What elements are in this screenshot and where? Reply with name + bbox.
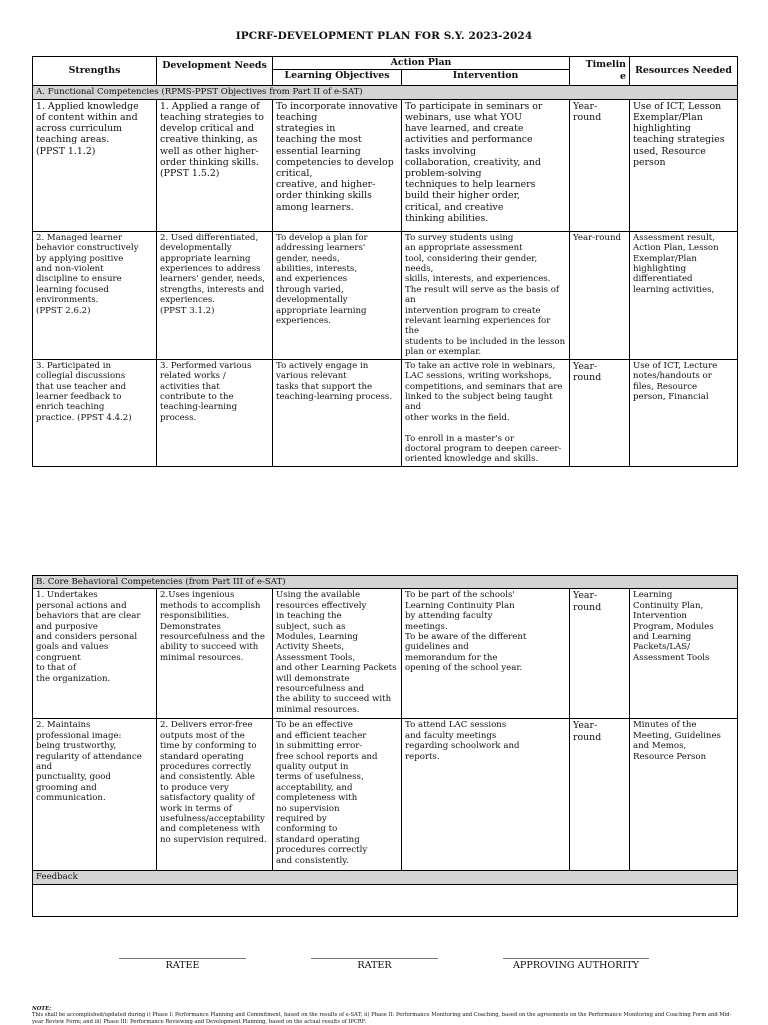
table-row	[33, 359, 738, 466]
approving-authority-signature-line	[503, 958, 649, 959]
development-plan-table-functional	[32, 56, 738, 467]
intervention-cell: To attend LAC sessions and faculty meetings regarding schoolwork and reports.	[402, 719, 570, 871]
timeline-cell: Year- round	[570, 99, 630, 231]
header-action-plan: Action Plan	[273, 57, 570, 70]
header-learning-objectives: Learning Objectives	[273, 70, 402, 86]
strength-cell: 2. Maintains professional image: being trustworthy, regularity of attendance and punctuality, good grooming and communication.	[33, 719, 157, 871]
header-development-needs: Development Needs	[157, 57, 273, 86]
section-heading-functional: A. Functional Competencies (RPMS-PPST Objectives from Part II of e-SAT)	[33, 86, 738, 99]
timeline-cell: Year- round	[570, 359, 630, 466]
intervention-cell: To participate in seminars or webinars, use what YOU have learned, and create activities and performance tasks involving collaboration, creativity, and problem-solving techniques to help learners build their higher order, critical, and creative thinking abilities.	[402, 99, 570, 231]
strength-cell: 3. Participated in collegial discussions that use teacher and learner feedback to enrich teaching practice. (PPST 4.4.2)	[33, 359, 157, 466]
development-need-cell: 2. Used differentiated, developmentally appropriate learning experiences to address learners' gender, needs, strengths, interests and experiences. (PPST 3.1.2)	[157, 231, 273, 359]
ratee-label: RATEE	[165, 960, 200, 971]
development-plan-table-core	[32, 575, 738, 917]
learning-objective-cell: Using the available resources effectively in teaching the subject, such as Modules, Learning Activity Sheets, Assessment Tools, and other Learning Packets will demonstrate resourcefulness and the ability to succeed with minimal resources.	[273, 589, 402, 719]
note-text: This shall be accomplished/updated during i) Phase I: Performance Planning and Commitment, based on the results of e-SAT; ii) Phase II: Performance Monitoring and Coaching, based on the agreements on the Performance Monitoring and Coaching Form and Mid-year Review Form; and iii) Phase III: Performance Reviewing and Development Planning, based on the actual results of IPCRF.	[32, 1012, 732, 1025]
resources-cell: Minutes of the Meeting, Guidelines and Memos, Resource Person	[630, 719, 738, 871]
learning-objective-cell: To actively engage in various relevant tasks that support the teaching-learning process.	[273, 359, 402, 466]
rater-signature-line	[311, 958, 438, 959]
feedback-field[interactable]	[33, 884, 738, 916]
page-title: IPCRF-DEVELOPMENT PLAN FOR S.Y. 2023-2024	[235, 30, 533, 42]
note-label: NOTE:	[32, 1006, 51, 1012]
resources-cell: Use of ICT, Lesson Exemplar/Plan highlighting teaching strategies used, Resource person	[630, 99, 738, 231]
learning-objective-cell: To be an effective and efficient teacher in submitting error- free school reports and quality output in terms of usefulness, acceptability, and completeness with no supervision required by conforming to standard operating procedures correctly and consistently.	[273, 719, 402, 871]
resources-cell: Assessment result, Action Plan, Lesson Exemplar/Plan highlighting differentiated learning activities,	[630, 231, 738, 359]
intervention-cell: To survey students using an appropriate assessment tool, considering their gender, needs, skills, interests, and experiences. The result will serve as the basis of an intervention program to create relevant learning experiences for the students to be included in the lesson plan or exemplar.	[402, 231, 570, 359]
learning-objective-cell: To develop a plan for addressing learners' gender, needs, abilities, interests, and experiences through varied, developmentally appropriate learning experiences.	[273, 231, 402, 359]
development-need-cell: 3. Performed various related works / activities that contribute to the teaching-learning process.	[157, 359, 273, 466]
ratee-signature-line	[119, 958, 246, 959]
strength-cell: 1. Applied knowledge of content within and across curriculum teaching areas. (PPST 1.1.2)	[33, 99, 157, 231]
resources-cell: Learning Continuity Plan, Intervention Program, Modules and Learning Packets/LAS/ Assessment Tools	[630, 589, 738, 719]
table-row	[33, 719, 738, 871]
intervention-cell: To take an active role in webinars, LAC sessions, writing workshops, competitions, and seminars that are linked to the subject being taught and other works in the field. To enroll in a master's or doctoral program to deepen career- oriented knowledge and skills.	[402, 359, 570, 466]
timeline-cell: Year- round	[570, 719, 630, 871]
learning-objective-cell: To incorporate innovative teaching strategies in teaching the most essential learning competencies to develop critical, creative, and higher- order thinking skills among learners.	[273, 99, 402, 231]
resources-cell: Use of ICT, Lecture notes/handouts or files, Resource person, Financial	[630, 359, 738, 466]
feedback-heading: Feedback	[33, 871, 738, 884]
development-need-cell: 1. Applied a range of teaching strategies to develop critical and creative thinking, as well as other higher- order thinking skills. (PPST 1.5.2)	[157, 99, 273, 231]
intervention-cell: To be part of the schools' Learning Continuity Plan by attending faculty meetings. To be aware of the different guidelines and memorandum for the opening of the school year.	[402, 589, 570, 719]
development-need-cell: 2.Uses ingenious methods to accomplish responsibilities. Demonstrates resourcefulness and the ability to succeed with minimal resources.	[157, 589, 273, 719]
strength-cell: 2. Managed learner behavior constructively by applying positive and non-violent discipline to ensure learning focused environments. (PPST 2.6.2)	[33, 231, 157, 359]
timeline-cell: Year-round	[570, 231, 630, 359]
strength-cell: 1. Undertakes personal actions and behaviors that are clear and purposive and considers personal goals and values congruent to that of the organization.	[33, 589, 157, 719]
table-row	[33, 589, 738, 719]
header-strengths: Strengths	[33, 57, 157, 86]
footnote	[32, 1006, 737, 1025]
table-row	[33, 99, 738, 231]
development-need-cell: 2. Delivers error-free outputs most of the time by conforming to standard operating procedures correctly and consistently. Able to produce very satisfactory quality of work in terms of usefulness/acceptability and completeness with no supervision required.	[157, 719, 273, 871]
header-resources-needed: Resources Needed	[630, 57, 738, 86]
section-heading-core: B. Core Behavioral Competencies (from Part III of e-SAT)	[33, 576, 738, 589]
table-row	[33, 231, 738, 359]
approving-authority-label: APPROVING AUTHORITY	[513, 960, 639, 971]
rater-label: RATER	[357, 960, 392, 971]
timeline-cell: Year- round	[570, 589, 630, 719]
header-timeline: Timelin e	[570, 57, 630, 86]
header-intervention: Intervention	[402, 70, 570, 86]
